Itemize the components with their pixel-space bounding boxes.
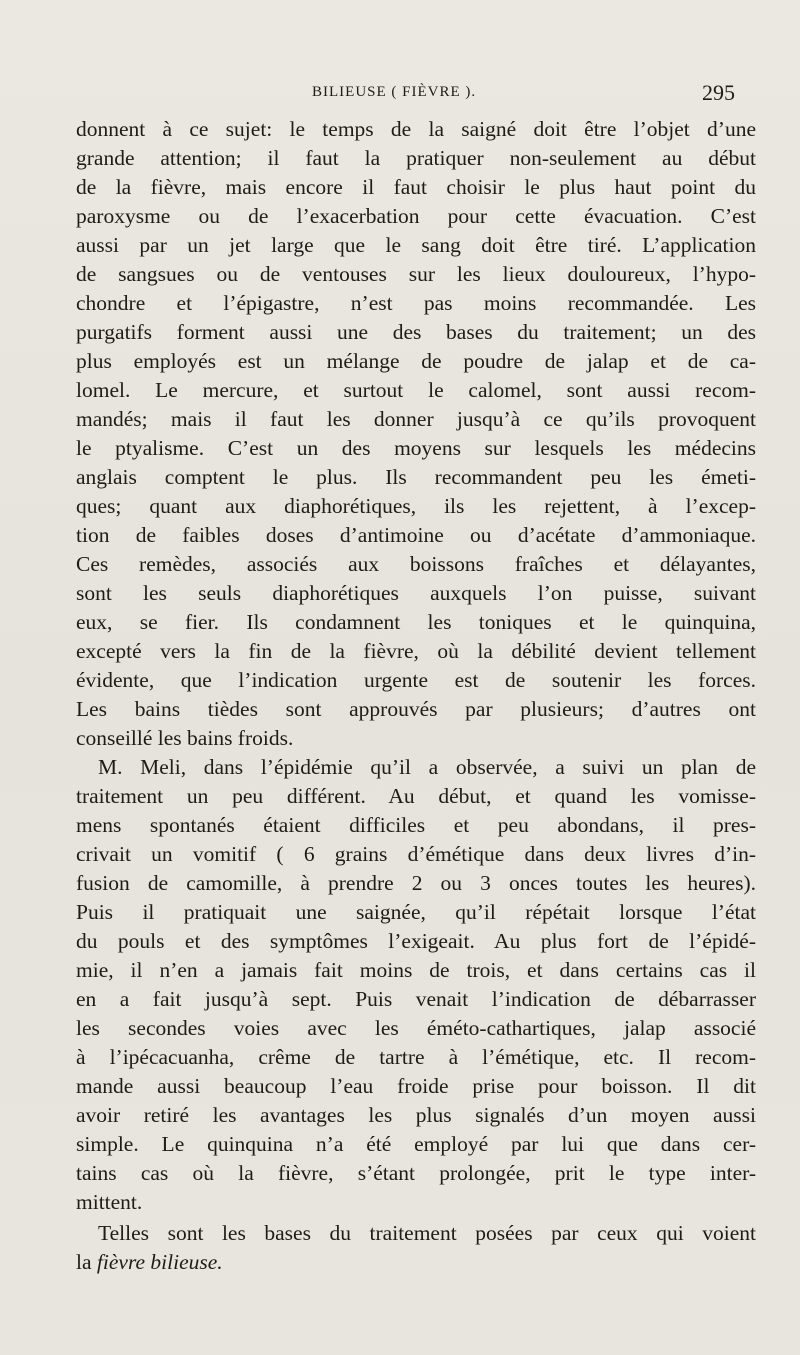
text-line: ques; quant aux diaphorétiques, ils les rejettent, à l’excep- bbox=[76, 494, 756, 518]
text-line: en a fait jusqu’à sept. Puis venait l’indication de débarrasser bbox=[76, 987, 756, 1011]
text-line: excepté vers la fin de la fièvre, où la débilité devient tellement bbox=[76, 639, 756, 663]
text-line: crivait un vomitif ( 6 grains d’émétique dans deux livres d’in- bbox=[76, 842, 756, 866]
text-line: mie, il n’en a jamais fait moins de trois, et dans certains cas il bbox=[76, 958, 756, 982]
text-line: du pouls et des symptômes l’exigeait. Au plus fort de l’épidé- bbox=[76, 929, 756, 953]
text-line: fusion de camomille, à prendre 2 ou 3 onces toutes les heures). bbox=[76, 871, 756, 895]
text-line: paroxysme ou de l’exacerbation pour cette évacuation. C’est bbox=[76, 204, 756, 228]
running-head bbox=[0, 80, 800, 110]
text-line: évidente, que l’indication urgente est de soutenir les forces. bbox=[76, 668, 756, 692]
text-line: eux, se fier. Ils condamnent les toniques et le quinquina, bbox=[76, 610, 756, 634]
text-line: simple. Le quinquina n’a été employé par lui que dans cer- bbox=[76, 1132, 756, 1156]
text-line: tains cas où la fièvre, s’étant prolongée, prit le type inter- bbox=[76, 1161, 756, 1185]
paragraph-start-line: M. Meli, dans l’épidémie qu’il a observée, a suivi un plan de bbox=[98, 755, 756, 779]
text-line: sont les seuls diaphorétiques auxquels l’on puisse, suivant bbox=[76, 581, 756, 605]
text-line: aussi par un jet large que le sang doit être tiré. L’application bbox=[76, 233, 756, 257]
text-line: mande aussi beaucoup l’eau froide prise pour boisson. Il dit bbox=[76, 1074, 756, 1098]
text-line: le ptyalisme. C’est un des moyens sur lesquels les médecins bbox=[76, 436, 756, 460]
text-line: grande attention; il faut la pratiquer non-seulement au début bbox=[76, 146, 756, 170]
text-line: avoir retiré les avantages les plus signalés d’un moyen aussi bbox=[76, 1103, 756, 1127]
text-line: purgatifs forment aussi une des bases du traitement; un des bbox=[76, 320, 756, 344]
text-line: Ces remèdes, associés aux boissons fraîches et délayantes, bbox=[76, 552, 756, 576]
text-line: Puis il pratiquait une saignée, qu’il répétait lorsque l’état bbox=[76, 900, 756, 924]
text-line: anglais comptent le plus. Ils recommandent peu les émeti- bbox=[76, 465, 756, 489]
text-line: lomel. Le mercure, et surtout le calomel, sont aussi recom- bbox=[76, 378, 756, 402]
final-line bbox=[76, 1248, 756, 1277]
text-line: à l’ipécacuanha, crême de tartre à l’émétique, etc. Il recom- bbox=[76, 1045, 756, 1069]
text-line: traitement un peu différent. Au début, et quand les vomisse- bbox=[76, 784, 756, 808]
text-line: plus employés est un mélange de poudre de jalap et de ca- bbox=[76, 349, 756, 373]
final-line-prefix: la bbox=[76, 1250, 97, 1274]
text-line: conseillé les bains froids. bbox=[76, 726, 294, 750]
text-line: tion de faibles doses d’antimoine ou d’acétate d’ammoniaque. bbox=[76, 523, 756, 547]
text-line: de sangsues ou de ventouses sur les lieux douloureux, l’hypo- bbox=[76, 262, 756, 286]
page-number: 295 bbox=[702, 80, 735, 105]
text-line: mens spontanés étaient difficiles et peu abondans, il pres- bbox=[76, 813, 756, 837]
text-line: Les bains tièdes sont approuvés par plusieurs; d’autres ont bbox=[76, 697, 756, 721]
body-text bbox=[76, 115, 756, 1277]
paragraph-start-line: Telles sont les bases du traitement posées par ceux qui voient bbox=[98, 1221, 756, 1245]
text-line: les secondes voies avec les éméto-cathartiques, jalap associé bbox=[76, 1016, 756, 1040]
italic-phrase: fièvre bilieuse. bbox=[96, 1250, 223, 1274]
text-line: chondre et l’épigastre, n’est pas moins recommandée. Les bbox=[76, 291, 756, 315]
running-title: BILIEUSE ( FIÈVRE ). bbox=[312, 84, 477, 100]
text-line: donnent à ce sujet: le temps de la saigné doit être l’objet d’une bbox=[76, 117, 756, 141]
text-line: de la fièvre, mais encore il faut choisir le plus haut point du bbox=[76, 175, 756, 199]
text-line: mandés; mais il faut les donner jusqu’à ce qu’ils provoquent bbox=[76, 407, 756, 431]
text-line: mittent. bbox=[76, 1190, 143, 1214]
